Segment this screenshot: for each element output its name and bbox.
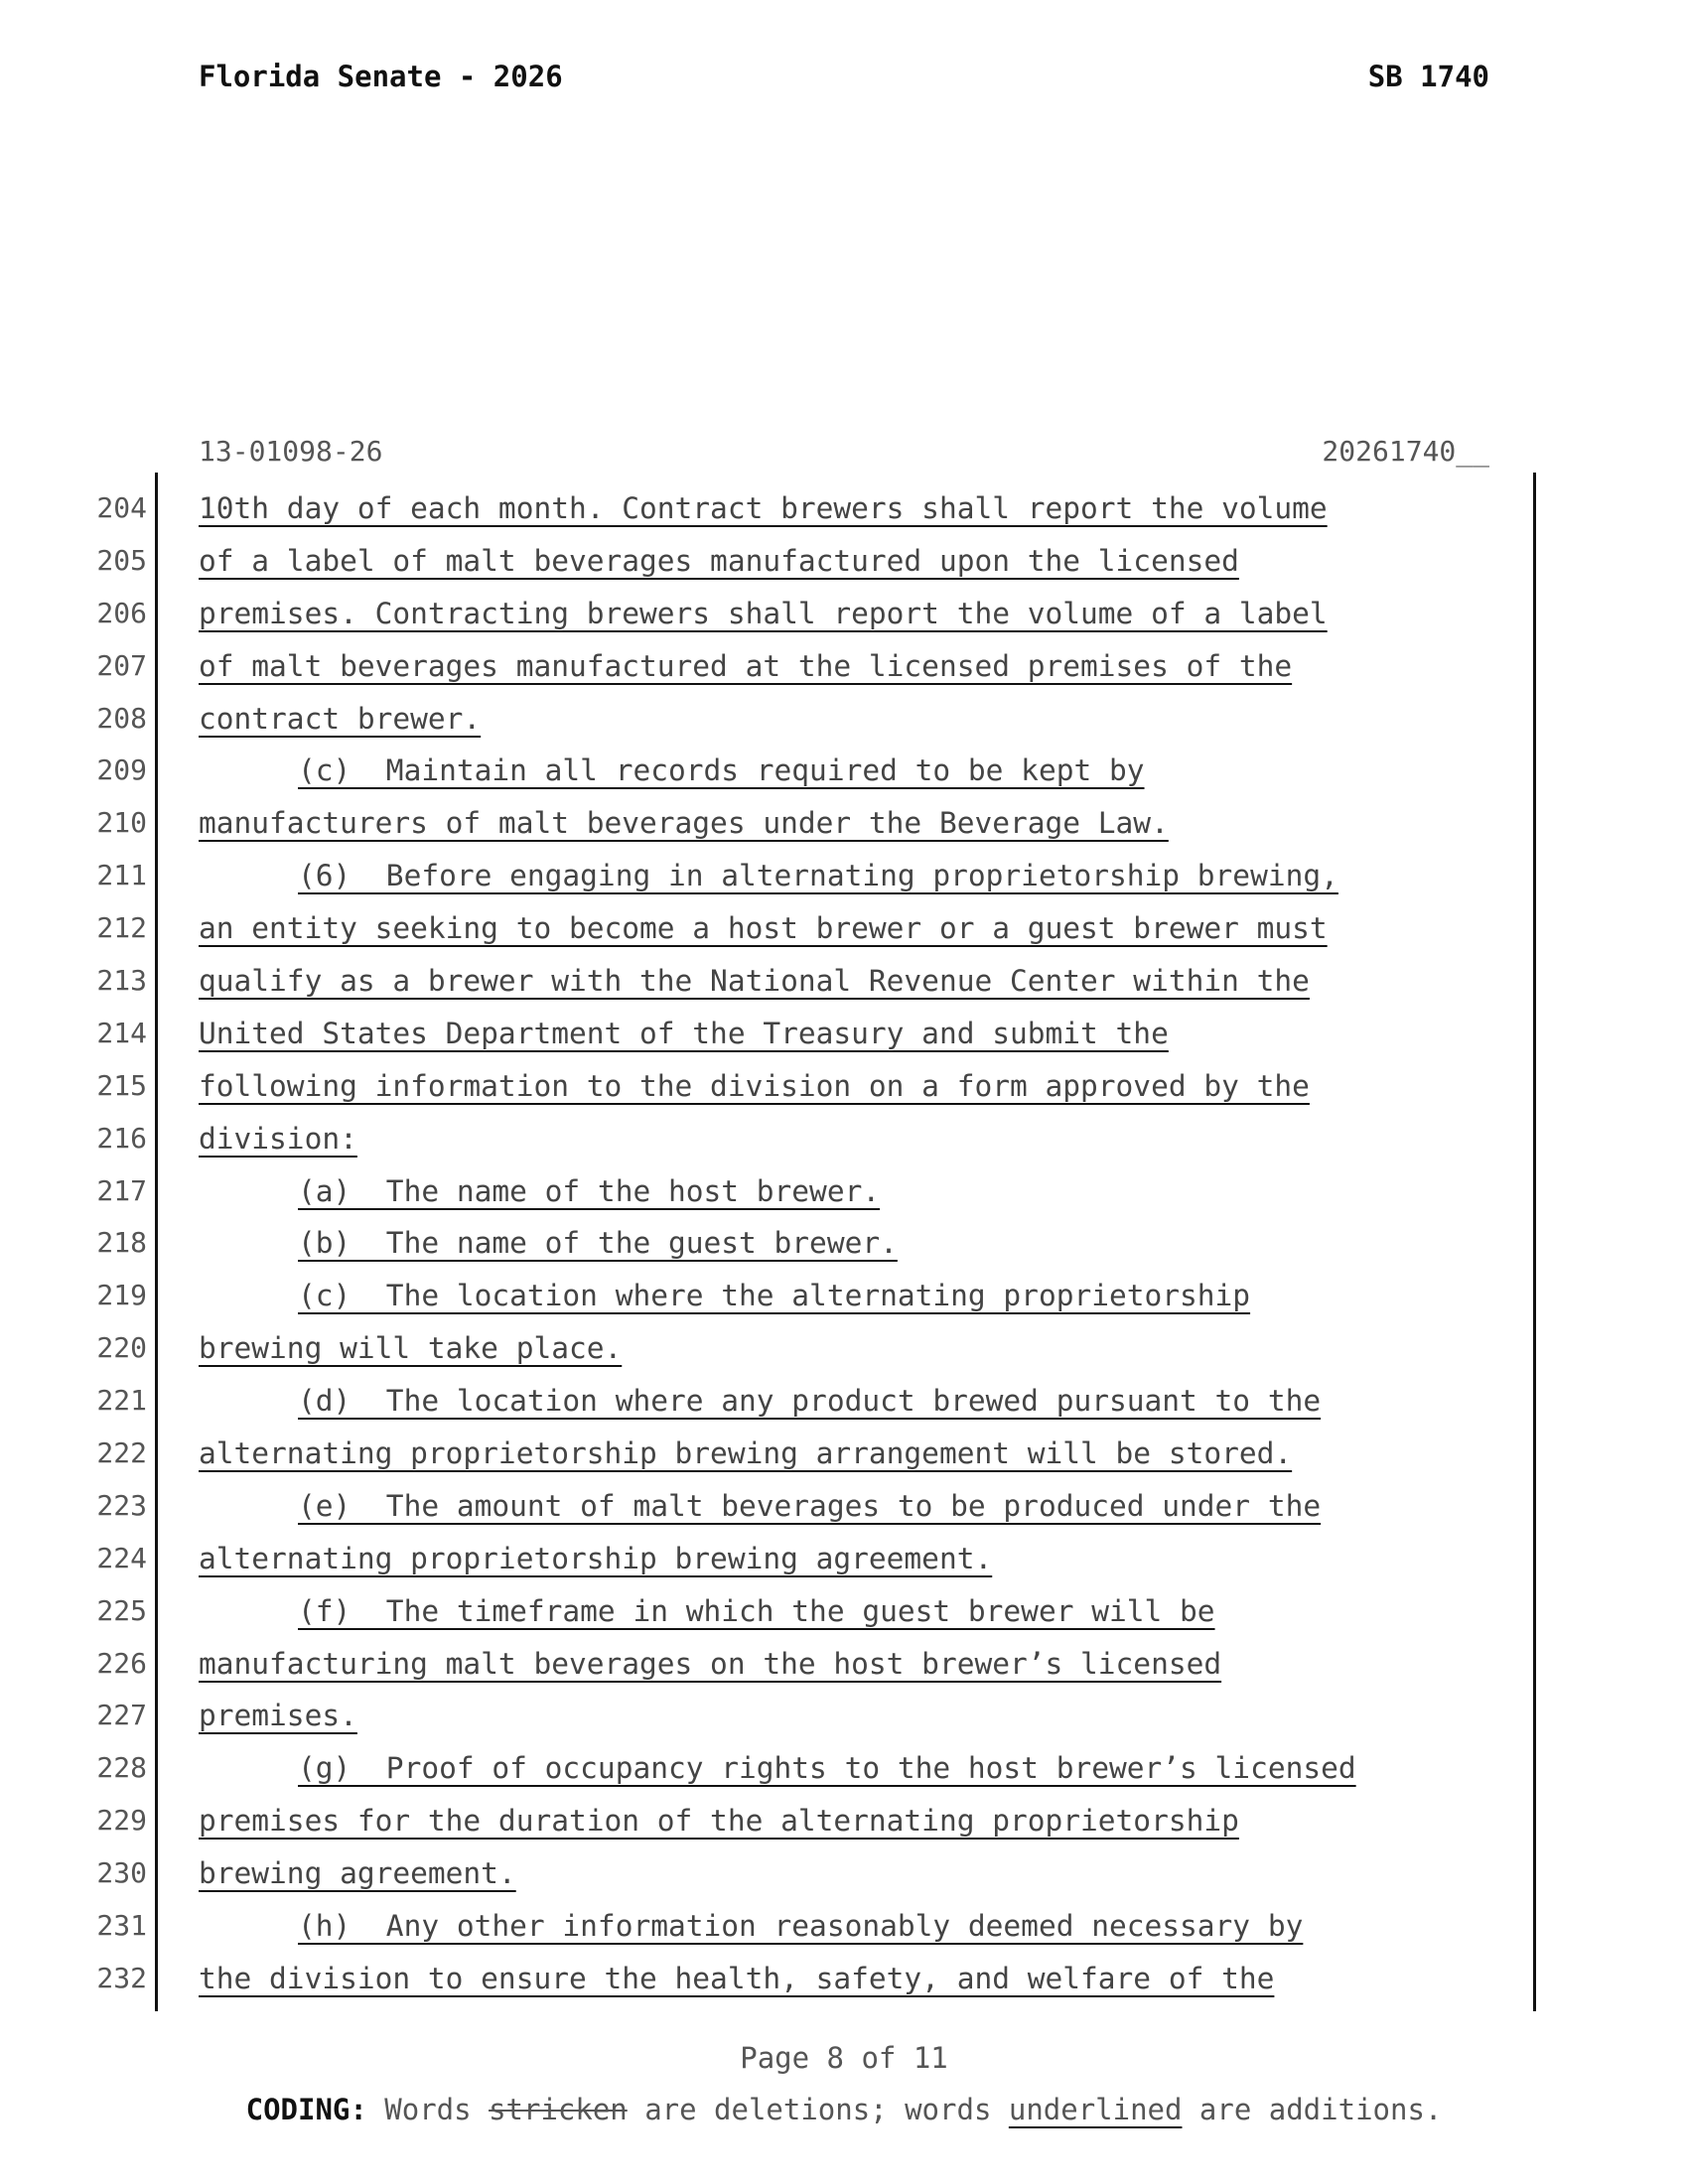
line-text bbox=[298, 850, 1338, 902]
bill-line bbox=[0, 1008, 1688, 1060]
underlined-addition: an entity seeking to become a host brewer or a guest brewer must bbox=[199, 911, 1328, 946]
line-number: 219 bbox=[96, 1279, 147, 1312]
line-number: 218 bbox=[96, 1226, 147, 1260]
underlined-addition: (g) Proof of occupancy rights to the host brewer’s licensed bbox=[298, 1751, 1356, 1786]
line-number: 208 bbox=[96, 701, 147, 735]
bill-line bbox=[0, 535, 1688, 588]
bill-line bbox=[0, 1428, 1688, 1480]
line-number: 227 bbox=[96, 1699, 147, 1732]
underlined-addition: of malt beverages manufactured at the licensed premises of the bbox=[199, 648, 1293, 683]
line-number: 229 bbox=[96, 1804, 147, 1838]
bill-line bbox=[0, 902, 1688, 955]
bill-code: 20261740__ bbox=[1322, 435, 1489, 468]
line-text bbox=[199, 1638, 1221, 1691]
coding-end: are additions. bbox=[1182, 2093, 1443, 2126]
underlined-addition: the division to ensure the health, safety, and welfare of the bbox=[199, 1961, 1275, 1995]
coding-mid: are deletions; words bbox=[627, 2093, 1009, 2126]
line-number: 224 bbox=[96, 1541, 147, 1574]
line-text bbox=[298, 1900, 1303, 1953]
underlined-addition: (b) The name of the guest brewer. bbox=[298, 1226, 898, 1261]
bill-line bbox=[0, 745, 1688, 797]
line-text bbox=[199, 588, 1328, 640]
bill-line bbox=[0, 1270, 1688, 1322]
underlined-addition: (c) Maintain all records required to be kept by bbox=[298, 753, 1145, 788]
line-number: 225 bbox=[96, 1593, 147, 1627]
line-number: 222 bbox=[96, 1436, 147, 1470]
line-text bbox=[199, 1113, 357, 1165]
coding-underlined-sample: underlined bbox=[1008, 2093, 1183, 2126]
bill-line bbox=[0, 797, 1688, 850]
line-number: 210 bbox=[96, 806, 147, 840]
line-text bbox=[199, 1953, 1274, 2005]
line-number: 232 bbox=[96, 1961, 147, 1994]
line-number: 216 bbox=[96, 1121, 147, 1155]
line-text bbox=[199, 1690, 357, 1742]
coding-stricken-sample: stricken bbox=[489, 2093, 628, 2126]
underlined-addition: alternating proprietorship brewing agreement. bbox=[199, 1541, 993, 1575]
coding-words: Words bbox=[366, 2093, 490, 2126]
line-number: 221 bbox=[96, 1384, 147, 1418]
underlined-addition: division: bbox=[199, 1121, 357, 1156]
line-text bbox=[298, 1217, 898, 1270]
coding-legend bbox=[0, 2093, 1688, 2126]
line-number: 220 bbox=[96, 1331, 147, 1365]
bill-line bbox=[0, 1060, 1688, 1113]
underlined-addition: (a) The name of the host brewer. bbox=[298, 1173, 881, 1208]
line-text bbox=[199, 1847, 516, 1900]
chamber-title: Florida Senate - 2026 bbox=[199, 60, 563, 93]
line-text bbox=[298, 1270, 1250, 1322]
bill-line bbox=[0, 1795, 1688, 1847]
underlined-addition: qualify as a brewer with the National Revenue Center within the bbox=[199, 964, 1310, 999]
line-text bbox=[199, 955, 1310, 1008]
line-text bbox=[298, 745, 1145, 797]
bill-line bbox=[0, 1638, 1688, 1691]
line-text bbox=[199, 693, 481, 746]
line-number: 223 bbox=[96, 1488, 147, 1522]
draft-code: 13-01098-26 bbox=[199, 435, 383, 468]
bill-line bbox=[0, 1900, 1688, 1953]
line-number: 228 bbox=[96, 1751, 147, 1785]
bill-line bbox=[0, 1742, 1688, 1795]
line-text bbox=[199, 535, 1239, 588]
underlined-addition: (f) The timeframe in which the guest brewer will be bbox=[298, 1593, 1215, 1628]
coding-label: CODING: bbox=[245, 2093, 367, 2126]
bill-line bbox=[0, 1533, 1688, 1585]
bill-line bbox=[0, 850, 1688, 902]
bill-line bbox=[0, 1217, 1688, 1270]
underlined-addition: brewing agreement. bbox=[199, 1856, 516, 1891]
underlined-addition: brewing will take place. bbox=[199, 1331, 623, 1366]
underlined-addition: premises for the duration of the alternating proprietorship bbox=[199, 1804, 1239, 1839]
line-text bbox=[199, 1533, 992, 1585]
bill-line bbox=[0, 955, 1688, 1008]
line-text bbox=[199, 1428, 1292, 1480]
line-text bbox=[298, 1742, 1356, 1795]
bill-line bbox=[0, 1953, 1688, 2005]
line-number: 215 bbox=[96, 1068, 147, 1102]
line-number: 230 bbox=[96, 1856, 147, 1890]
bill-line bbox=[0, 1113, 1688, 1165]
page-number: Page 8 of 11 bbox=[740, 2041, 948, 2075]
bill-line bbox=[0, 1690, 1688, 1742]
bill-line bbox=[0, 1165, 1688, 1218]
underlined-addition: (c) The location where the alternating proprietorship bbox=[298, 1279, 1251, 1313]
underlined-addition: contract brewer. bbox=[199, 701, 482, 736]
line-number: 209 bbox=[96, 753, 147, 787]
underlined-addition: manufacturing malt beverages on the host brewer’s licensed bbox=[199, 1646, 1222, 1681]
underlined-addition: premises. bbox=[199, 1699, 357, 1733]
line-text bbox=[298, 1375, 1321, 1428]
line-number: 226 bbox=[96, 1646, 147, 1680]
line-number: 214 bbox=[96, 1016, 147, 1049]
line-text bbox=[298, 1480, 1321, 1533]
line-text bbox=[199, 902, 1328, 955]
underlined-addition: following information to the division on a form approved by the bbox=[199, 1068, 1310, 1103]
underlined-addition: (h) Any other information reasonably deemed necessary by bbox=[298, 1909, 1304, 1944]
bill-line bbox=[0, 1375, 1688, 1428]
underlined-addition: of a label of malt beverages manufactured upon the licensed bbox=[199, 543, 1239, 578]
line-number: 204 bbox=[96, 491, 147, 524]
underlined-addition: 10th day of each month. Contract brewers shall report the volume bbox=[199, 491, 1328, 525]
line-text bbox=[199, 482, 1328, 535]
line-number: 211 bbox=[96, 859, 147, 892]
underlined-addition: alternating proprietorship brewing arrangement will be stored. bbox=[199, 1436, 1293, 1471]
bill-text-body bbox=[0, 482, 1688, 2005]
bill-line bbox=[0, 1480, 1688, 1533]
line-number: 231 bbox=[96, 1909, 147, 1943]
bill-line bbox=[0, 1585, 1688, 1638]
line-text bbox=[199, 797, 1169, 850]
line-number: 206 bbox=[96, 596, 147, 629]
line-number: 213 bbox=[96, 964, 147, 998]
underlined-addition: manufacturers of malt beverages under the Beverage Law. bbox=[199, 806, 1169, 841]
line-text bbox=[199, 1008, 1169, 1060]
underlined-addition: (e) The amount of malt beverages to be produced under the bbox=[298, 1488, 1322, 1523]
line-text bbox=[199, 1322, 622, 1375]
line-number: 217 bbox=[96, 1173, 147, 1207]
bill-line bbox=[0, 640, 1688, 693]
bill-number: SB 1740 bbox=[1367, 60, 1489, 93]
underlined-addition: (d) The location where any product brewed pursuant to the bbox=[298, 1384, 1322, 1419]
bill-line bbox=[0, 693, 1688, 746]
line-text bbox=[298, 1585, 1215, 1638]
line-text bbox=[199, 1795, 1239, 1847]
underlined-addition: premises. Contracting brewers shall report the volume of a label bbox=[199, 596, 1328, 630]
line-number: 205 bbox=[96, 543, 147, 577]
bill-line bbox=[0, 482, 1688, 535]
line-text bbox=[199, 640, 1292, 693]
line-text bbox=[298, 1165, 880, 1218]
underlined-addition: (6) Before engaging in alternating proprietorship brewing, bbox=[298, 859, 1338, 893]
line-text bbox=[199, 1060, 1310, 1113]
bill-line bbox=[0, 1322, 1688, 1375]
line-number: 207 bbox=[96, 648, 147, 682]
line-number: 212 bbox=[96, 911, 147, 945]
bill-line bbox=[0, 1847, 1688, 1900]
bill-line bbox=[0, 588, 1688, 640]
underlined-addition: United States Department of the Treasury and submit the bbox=[199, 1016, 1169, 1050]
